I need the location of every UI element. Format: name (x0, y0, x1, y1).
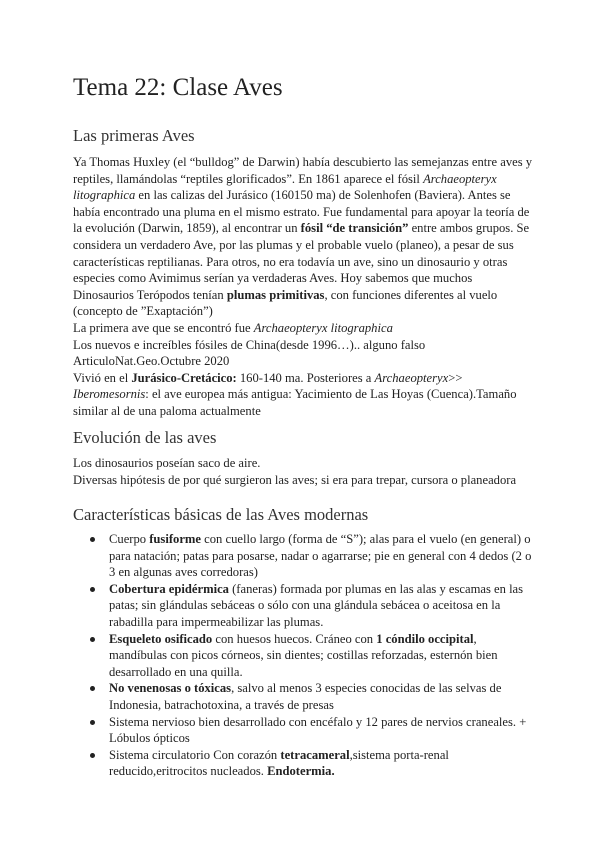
bold-text: No venenosas o tóxicas (109, 681, 232, 696)
section-heading-caracteristicas: Características básicas de las Aves modernas (73, 505, 369, 524)
bullet-icon (90, 537, 95, 542)
list-item-text (109, 681, 501, 712)
paragraph (73, 455, 533, 472)
bold-text: Endotermia. (267, 764, 335, 779)
bold-text: 1 cóndilo occipital (376, 631, 474, 646)
list-item (73, 531, 533, 581)
list-item (73, 581, 533, 631)
italic-text: Archaeopteryx litographica (73, 171, 497, 203)
text-run: , mandíbulas con picos córneos, sin dientes; costillas reforzadas, esternón bien desarrollado en una quilla. (109, 631, 498, 679)
italic-text: Iberomesornis (73, 387, 146, 402)
list-item-text (109, 748, 449, 779)
text-run: 160-140 ma. Posteriores a (236, 370, 375, 385)
bullet-icon (90, 720, 95, 725)
list-item-text (109, 532, 531, 579)
list-item-text (109, 715, 526, 746)
paragraph (73, 472, 533, 489)
list-item-text (109, 582, 523, 629)
text-run: , salvo al menos 3 especies conocidas de las selvas de Indonesia, batrachotoxina, a través de presas (109, 681, 502, 712)
text-run: Los nuevos e increíbles fósiles de China(desde 1996…).. alguno falso (73, 337, 426, 352)
section-heading-primeras-aves: Las primeras Aves (73, 126, 195, 145)
italic-text: Archaeopteryx litographica (253, 320, 393, 335)
text-run: Diversas hipótesis de por qué surgieron las aves; si era para trepar, cursora o planeadora (73, 472, 517, 487)
paragraph (73, 353, 533, 370)
bold-text: tetracameral (280, 747, 350, 762)
paragraph (73, 154, 533, 320)
characteristics-list (73, 531, 533, 780)
bold-text: Esqueleto osificado (109, 631, 213, 646)
paragraph (73, 370, 533, 420)
text-run: con cuello largo (forma de “S”); alas para el vuelo (en general) o para natación; patas para posarse, nadar o agarrarse; pie en general con 4 dedos (2 o 3 en algunas aves corredoras) (109, 532, 532, 580)
text-run: Sistema circulatorio Con corazón (109, 747, 281, 762)
text-run: Vivió en el (73, 370, 132, 385)
bold-text: Cobertura epidérmica (109, 581, 229, 596)
bold-text: plumas primitivas (226, 287, 325, 302)
text-run: entre ambos grupos. Se considera un verdadero Ave, por las plumas y el probable vuelo (planeo), a pesar de sus características reptilianas. Para otros, no era todavía un ave, sino un dinosaurio y otras especies como Avimimus serían ya verdaderas Aves. Hoy sabemos que muchos Dinosaurios Terópodos tenían (73, 221, 530, 302)
page-title: Tema 22: Clase Aves (73, 74, 283, 101)
bold-text: fusiforme (149, 532, 201, 546)
section-evolucion-body (73, 455, 533, 488)
text-run: La primera ave que se encontró fue (73, 320, 254, 335)
paragraph (73, 320, 533, 337)
bullet-icon (90, 753, 95, 758)
text-run: en las calizas del Jurásico (160150 ma) de Solenhofen (Baviera). Antes se había encontrado una pluma en el mismo estrato. Fue fundamental para apoyar la teoría de la evolución (Darwin, 1859), al encontrar un (73, 188, 530, 236)
paragraph (73, 337, 533, 354)
bold-text: fósil “de transición” (300, 221, 409, 236)
text-run: con huesos huecos. Cráneo con (212, 631, 377, 646)
bullet-icon (90, 686, 95, 691)
text-run: Cuerpo (109, 532, 150, 546)
text-run: ArticuloNat.Geo.Octubre 2020 (73, 354, 230, 369)
text-run: Ya Thomas Huxley (el “bulldog” de Darwin) había descubierto las semejanzas entre aves y reptiles, llamándolas “reptiles glorificados”. En 1861 aparece el fósil (73, 155, 533, 186)
list-item (73, 680, 533, 713)
list-item (73, 631, 533, 681)
text-run: ,sistema porta-renal reducido,eritrocitos nucleados. (109, 747, 449, 779)
bullet-icon (90, 587, 95, 592)
text-run: Sistema nervioso bien desarrollado con encéfalo y 12 pares de nervios craneales. + Lóbulos ópticos (109, 714, 527, 746)
list-item (73, 747, 533, 780)
text-run: >> (448, 370, 463, 385)
bullet-icon (90, 637, 95, 642)
text-run: , con funciones diferentes al vuelo (concepto de ”Exaptación”) (73, 287, 498, 319)
text-run: : el ave europea más antigua: Yacimiento de Las Hoyas (Cuenca).Tamaño similar al de una paloma actualmente (73, 387, 517, 418)
bold-text: Jurásico-Cretácico: (131, 370, 237, 385)
list-item (73, 714, 533, 747)
text-run: (faneras) formada por plumas en las alas y escamas en las patas; sin glándulas sebáceas o sólo con una glándula sebácea o aceitosa en la rabadilla para impermeabilizar las plumas. (109, 581, 524, 629)
list-item-text (109, 632, 498, 679)
italic-text: Archaeopteryx (374, 370, 449, 385)
section-primeras-aves-body (73, 154, 533, 420)
section-heading-evolucion: Evolución de las aves (73, 428, 217, 447)
text-run: Los dinosaurios poseían saco de aire. (73, 456, 261, 470)
